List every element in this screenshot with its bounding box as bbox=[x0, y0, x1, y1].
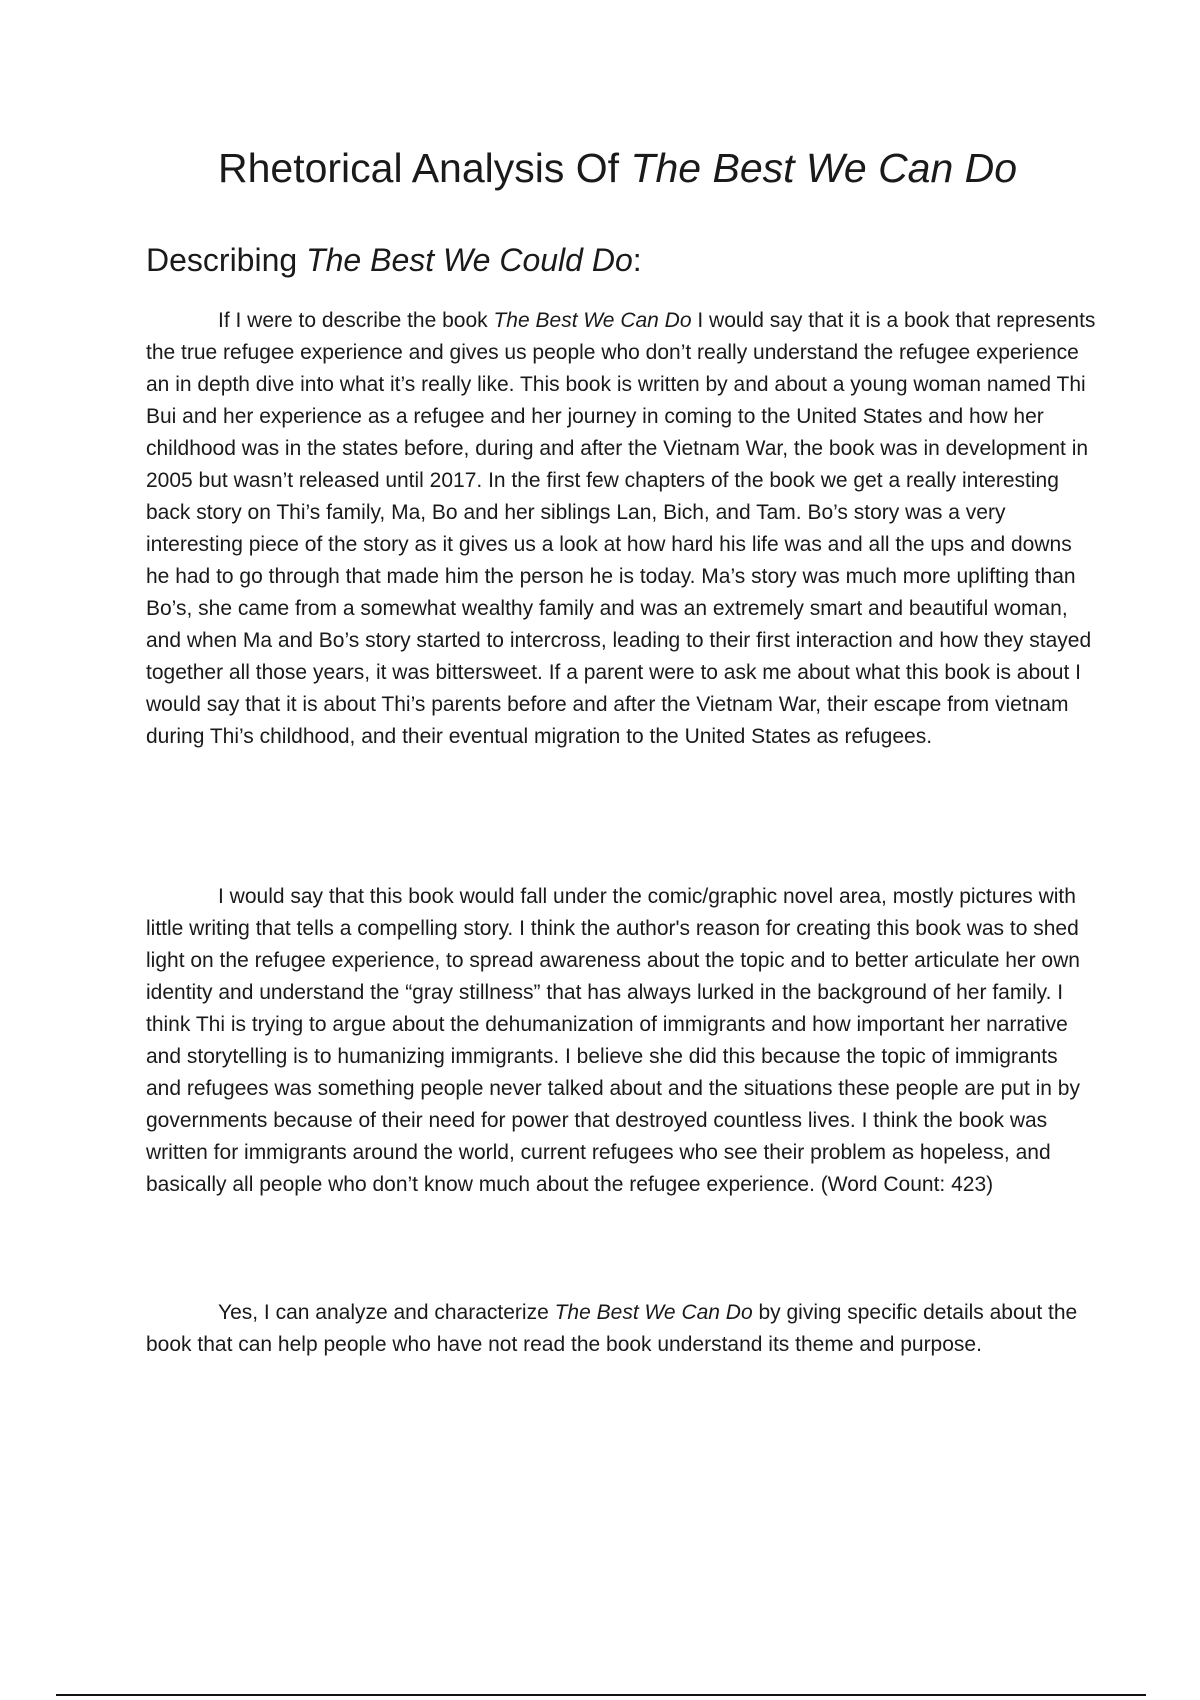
section-heading-colon: : bbox=[632, 242, 642, 278]
paragraph-3-lead: Yes, I can analyze and characterize bbox=[218, 1301, 555, 1324]
paragraph-description bbox=[146, 305, 1096, 753]
paragraph-3-body: by giving specific details about the book that can help people who have not read the book understand its theme and purpose. bbox=[146, 1301, 1078, 1356]
paragraph-conclusion bbox=[146, 1297, 1096, 1361]
bottom-divider bbox=[56, 1694, 1146, 1696]
paragraph-1-lead: If I were to describe the book bbox=[218, 309, 494, 332]
paragraph-3-book-name: The Best We Can Do bbox=[554, 1301, 753, 1324]
paragraph-1-body: I would say that it is a book that represents the true refugee experience and gives us people who don’t really understand the refugee experience an in depth dive into what it’s really like. This book is written by and about a young woman named Thi Bui and her experience as a refugee and her journey in coming to the United States and how her childhood was in the states before, during and after the Vietnam War, the book was in development in 2005 but wasn’t released until 2017. In the first few chapters of the book we get a really interesting back story on Thi’s family, Ma, Bo and her siblings Lan, Bich, and Tam. Bo’s story was a very interesting piece of the story as it gives us a look at how hard his life was and all the ups and downs he had to go through that made him the person he is today. Ma’s story was much more uplifting than Bo’s, she came from a somewhat wealthy family and was an extremely smart and beautiful woman, and when Ma and Bo’s story started to intercross, leading to their first interaction and how they stayed together all those years, it was bittersweet. If a parent were to ask me about what this book is about I would say that it is about Thi’s parents before and after the Vietnam War, their escape from vietnam during Thi’s childhood, and their eventual migration to the United States as refugees. bbox=[146, 309, 1096, 748]
page-title bbox=[218, 145, 1017, 192]
paragraph-genre-purpose bbox=[146, 881, 1096, 1201]
section-heading-text: Describing bbox=[146, 242, 307, 278]
title-book-name: The Best We Can Do bbox=[630, 145, 1018, 191]
paragraph-1-book-name: The Best We Can Do bbox=[493, 309, 692, 332]
title-text: Rhetorical Analysis Of bbox=[218, 145, 631, 191]
section-heading bbox=[146, 242, 642, 279]
paragraph-2-body: I would say that this book would fall under the comic/graphic novel area, mostly pictures with little writing that tells a compelling story. I think the author's reason for creating this book was to shed light on the refugee experience, to spread awareness about the topic and to better articulate her own identity and understand the “gray stillness” that has always lurked in the background of her family. I think Thi is trying to argue about the dehumanization of immigrants and how important her narrative and storytelling is to humanizing immigrants. I believe she did this because the topic of immigrants and refugees was something people never talked about and the situations these people are put in by governments because of their need for power that destroyed countless lives. I think the book was written for immigrants around the world, current refugees who see their problem as hopeless, and basically all people who don’t know much about the refugee experience. (Word Count: 423) bbox=[146, 885, 1080, 1196]
section-heading-book-name: The Best We Could Do bbox=[306, 242, 633, 278]
